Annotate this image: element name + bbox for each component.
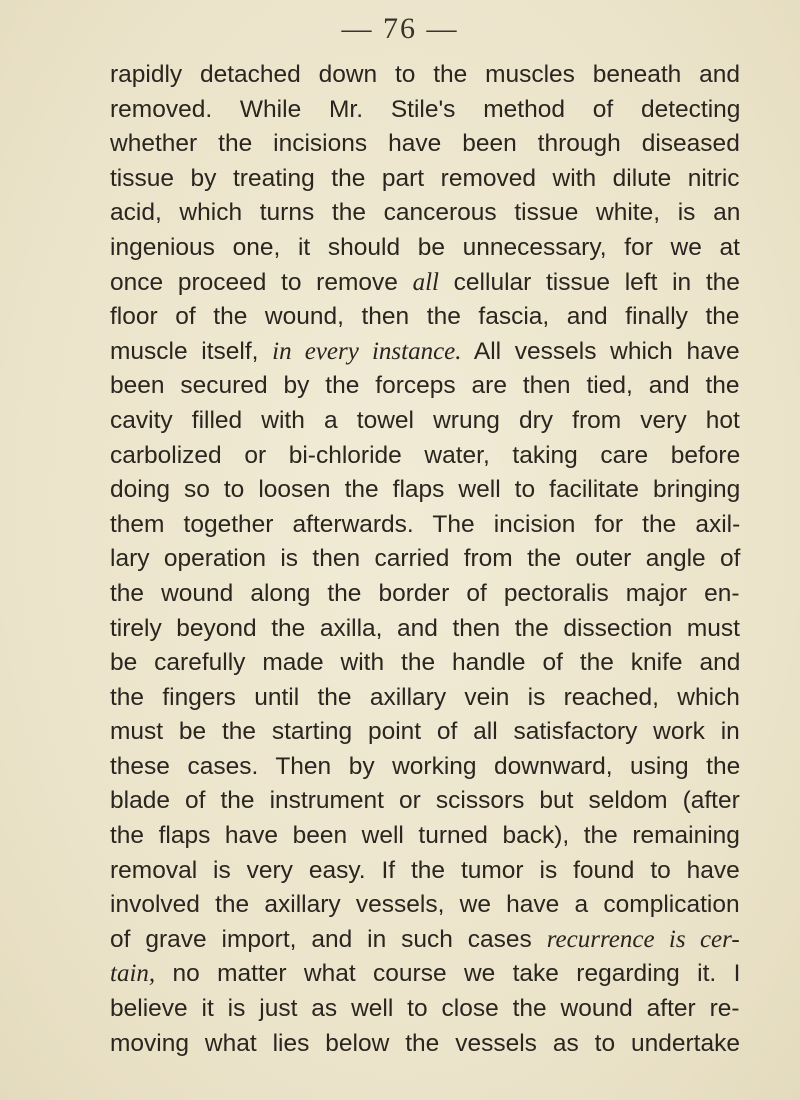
text-line: the fingers until the axillary vein is reached, which	[110, 683, 740, 711]
text-line: ingenious one, it should be unnecessary, for we at	[110, 233, 740, 261]
text-line: believe it is just as well to close the wound after re-	[110, 995, 740, 1023]
text-segment: muscle itself,	[110, 337, 273, 365]
text-line: rapidly detached down to the muscles beneath and	[110, 61, 740, 88]
text-line: must be the starting point of all satisfactory work in	[110, 718, 740, 746]
text-line: be carefully made with the handle of the knife and	[110, 649, 741, 677]
text-line: floor of the wound, then the fascia, and finally the	[110, 303, 740, 331]
text-line: removal is very easy. If the tumor is found to have	[110, 856, 740, 884]
text-segment: All vessels which have	[461, 337, 740, 365]
italic-emphasis: in every instance.	[272, 337, 462, 365]
text-segment: no matter what course we take regarding it. I	[155, 960, 741, 988]
text-line: doing so to loosen the flaps well to facilitate bringing	[110, 476, 741, 504]
text-segment: cellular tissue left in the	[438, 268, 740, 296]
text-segment: once proceed to remove	[110, 268, 413, 296]
text-line: whether the incisions have been through diseased	[110, 130, 740, 158]
text-line: the flaps have been well turned back), the remaining	[110, 822, 740, 850]
text-line: been secured by the forceps are then tied, and the	[110, 372, 740, 400]
text-line: blade of the instrument or scissors but seldom (after	[110, 787, 740, 815]
text-line: removed. While Mr. Stile's method of detecting	[110, 95, 741, 123]
text-line: involved the axillary vessels, we have a complication	[110, 891, 740, 919]
text-segment: of grave import, and in such cases	[110, 925, 547, 953]
text-line	[110, 957, 740, 992]
text-line: tirely beyond the axilla, and then the dissection must	[110, 614, 740, 642]
text-line: them together afterwards. The incision for the axil-	[110, 510, 741, 538]
text-line	[110, 923, 740, 958]
text-line: cavity filled with a towel wrung dry from very hot	[110, 406, 740, 434]
italic-emphasis: tain,	[110, 960, 156, 988]
text-line: lary operation is then carried from the outer angle of	[110, 545, 741, 573]
text-line	[110, 266, 740, 301]
text-line: moving what lies below the vessels as to undertake	[110, 1029, 740, 1057]
text-line	[110, 335, 740, 370]
italic-emphasis: all	[412, 268, 439, 296]
page-number: — 76 —	[341, 12, 459, 45]
text-line: the wound along the border of pectoralis major en-	[110, 579, 740, 607]
body-text	[110, 58, 740, 1061]
text-line: carbolized or bi-chloride water, taking care before	[110, 441, 741, 469]
italic-emphasis: recurrence is cer-	[546, 925, 740, 953]
text-line: these cases. Then by working downward, using the	[110, 752, 741, 780]
text-line: acid, which turns the cancerous tissue white, is an	[110, 199, 741, 227]
text-line: tissue by treating the part removed with dilute nitric	[110, 164, 740, 192]
